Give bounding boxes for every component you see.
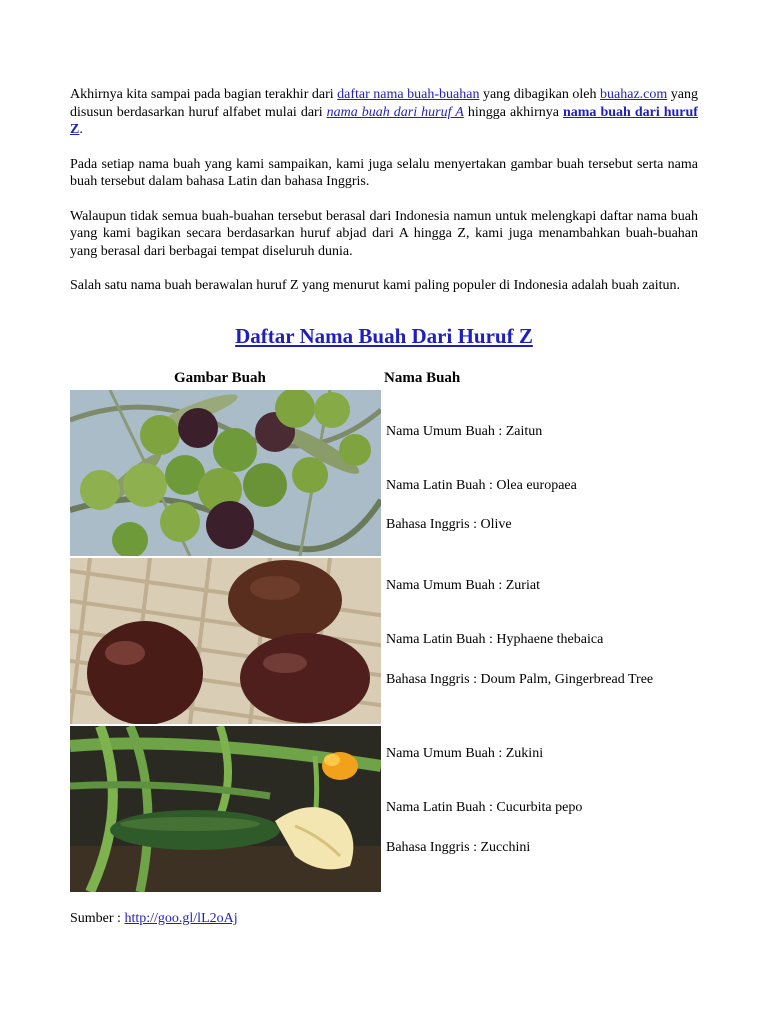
source-link[interactable]: http://goo.gl/lL2oAj [124, 911, 238, 926]
zucchini-image [70, 726, 381, 892]
source-line [70, 911, 238, 927]
latin-name: Nama Latin Buah : Hyphaene thebaica [386, 632, 604, 647]
common-name: Nama Umum Buah : Zukini [386, 746, 544, 761]
intro-paragraph-3: Walaupun tidak semua buah-buahan tersebut berasal dari Indonesia namun untuk melengkapi daftar nama buah yang kami bagikan secara berdasarkan huruf abjad dari A hingga Z, kami juga menambahkan buah-buahan yang berasal dari berbagai tempat diseluruh dunia. [70, 208, 698, 259]
intro-paragraph-4: Salah satu nama buah berawalan huruf Z yang menurut kami paling populer di Indonesia adalah buah zaitun. [70, 278, 680, 293]
link-buahaz[interactable]: buahaz.com [600, 87, 668, 102]
fruit-row-zaitun [70, 390, 698, 556]
fruit-row-zuriat [70, 558, 698, 724]
intro-paragraph-1 [70, 86, 698, 139]
link-huruf-a[interactable]: nama buah dari huruf A [326, 104, 464, 120]
text: yang dibagikan oleh [479, 87, 601, 102]
section-title[interactable]: Daftar Nama Buah Dari Huruf Z [235, 324, 533, 348]
english-name: Bahasa Inggris : Zucchini [386, 840, 531, 855]
column-header-name: Nama Buah [384, 370, 461, 386]
latin-name: Nama Latin Buah : Cucurbita pepo [386, 800, 583, 815]
text: Akhirnya kita sampai pada bagian terakhir dari [70, 87, 338, 102]
source-label: Sumber : [70, 911, 125, 926]
common-name: Nama Umum Buah : Zuriat [386, 578, 540, 593]
english-name: Bahasa Inggris : Doum Palm, Gingerbread Tree [386, 672, 654, 687]
english-name: Bahasa Inggris : Olive [386, 517, 512, 532]
text: hingga akhirnya [463, 104, 563, 120]
fruit-row-zukini [70, 726, 698, 892]
column-header-image: Gambar Buah [174, 370, 266, 386]
olive-image [70, 390, 381, 556]
link-huruf-z[interactable]: nama buah dari huruf Z [70, 104, 698, 137]
text: yang disusun berdasarkan huruf alfabet mulai dari [70, 87, 699, 120]
common-name: Nama Umum Buah : Zaitun [386, 424, 543, 439]
link-daftar-nama-buah[interactable]: daftar nama buah-buahan [337, 87, 480, 102]
latin-name: Nama Latin Buah : Olea europaea [386, 478, 577, 493]
zuriat-image [70, 558, 381, 724]
article [70, 86, 699, 926]
intro-paragraph-2: Pada setiap nama buah yang kami sampaikan, kami juga selalu menyertakan gambar buah tersebut serta nama buah tersebut dalam bahasa Latin dan bahasa Inggris. [70, 156, 698, 189]
text: . [79, 122, 83, 137]
